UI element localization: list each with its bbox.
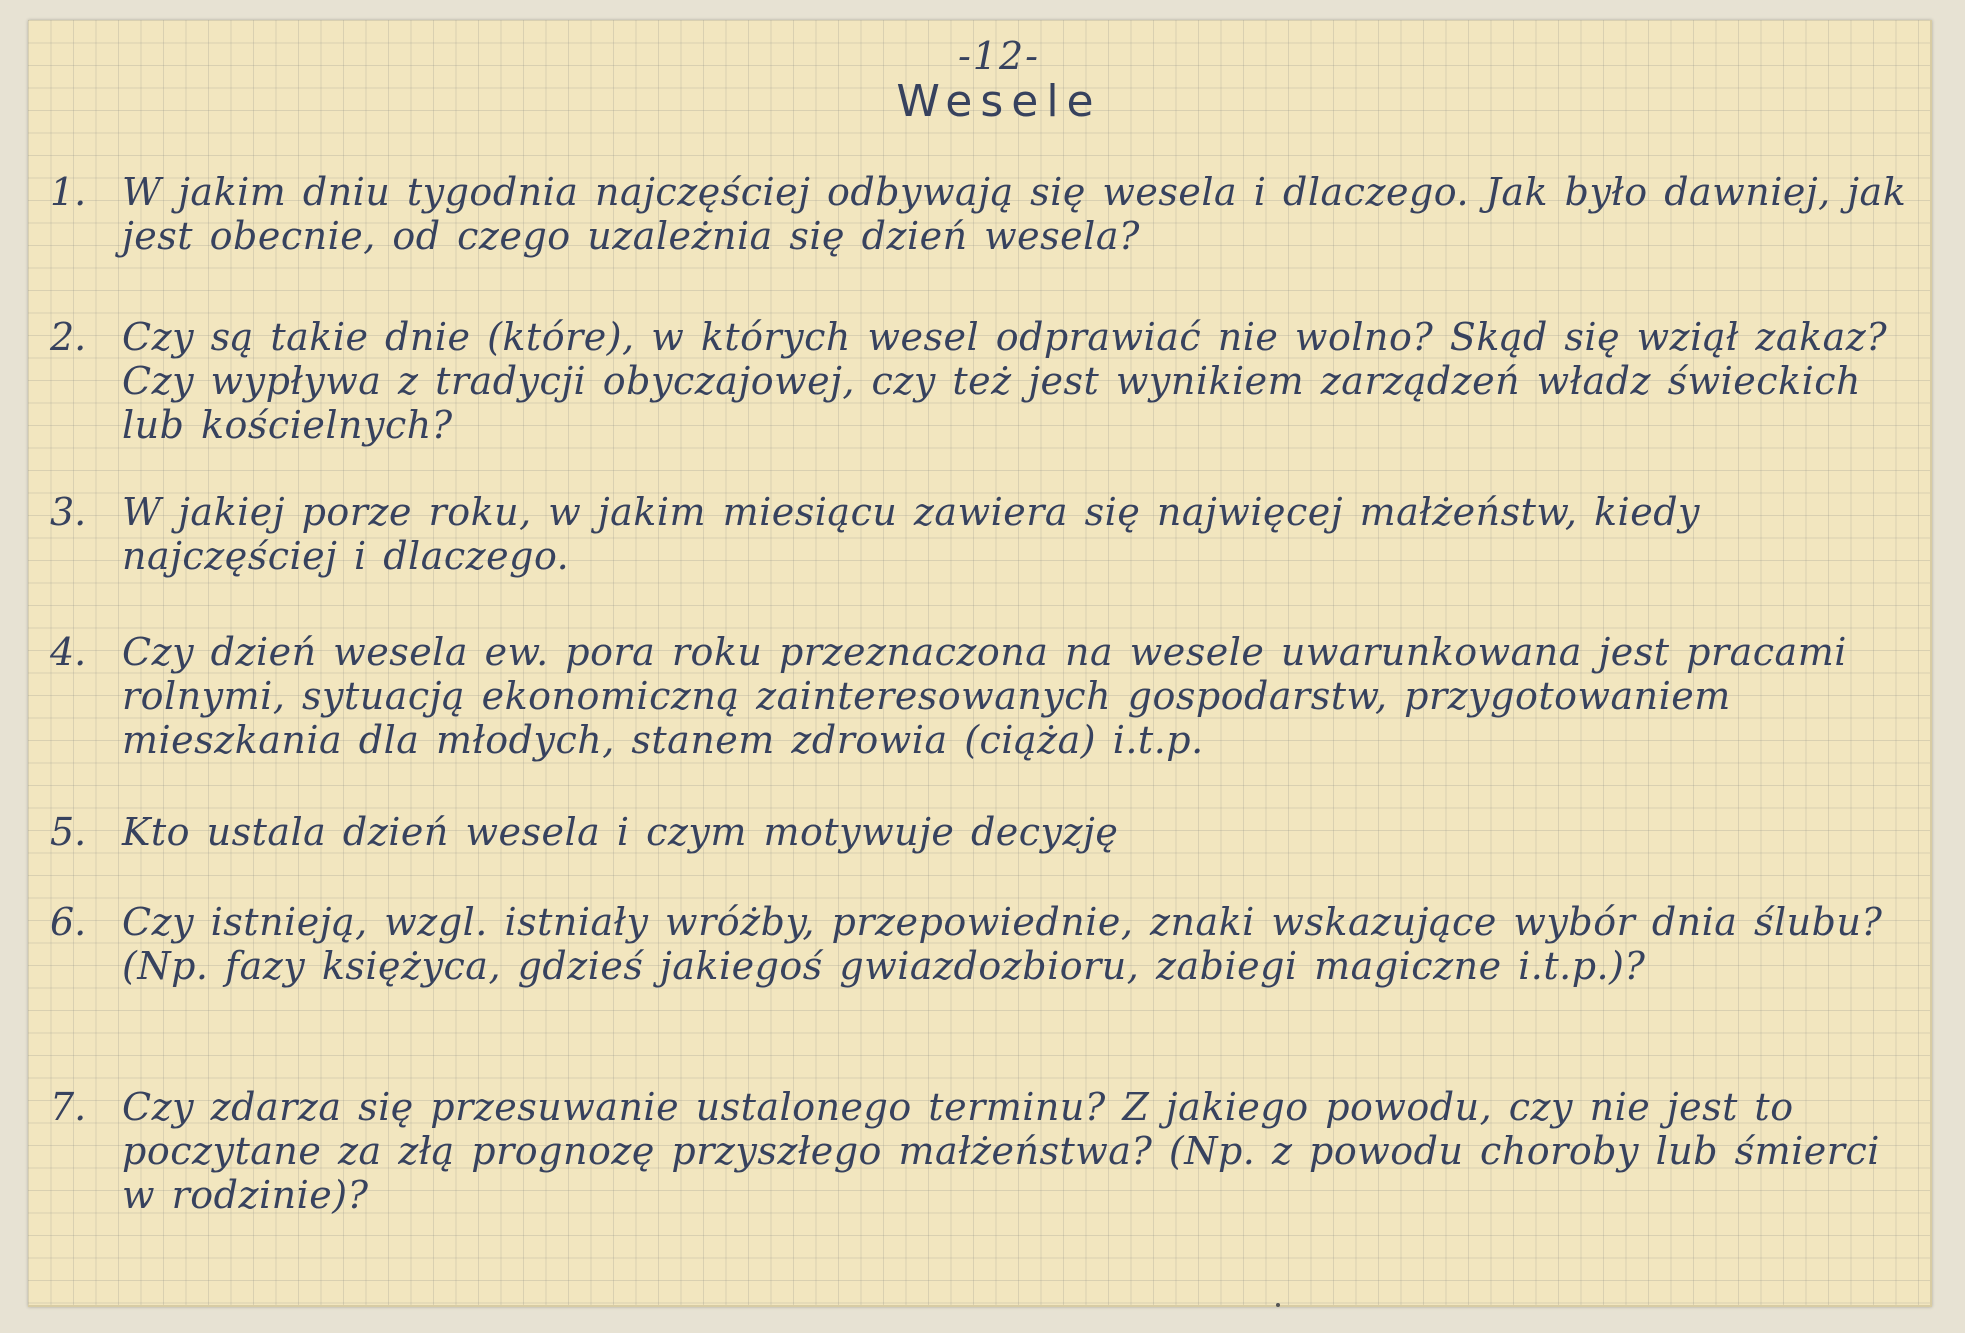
question-item <box>50 315 1910 447</box>
question-number: 6. <box>50 900 87 944</box>
question-item <box>50 630 1910 762</box>
question-text: Czy są takie dnie (które), w których wesel odprawiać nie wolno? Skąd się wziął zakaz? Czy wypływa z tradycji obyczajowej, czy też jest wynikiem zarządzeń władz świeckich lub kościelnych? <box>122 315 1888 447</box>
question-number: 5. <box>50 810 87 854</box>
question-number: 1. <box>50 170 87 214</box>
question-text: W jakiej porze roku, w jakim miesiącu zawiera się najwięcej małżeństw, kiedy najczęściej i dlaczego. <box>122 490 1700 578</box>
question-number: 2. <box>50 315 87 359</box>
page-number: -12- <box>957 34 1041 78</box>
question-number: 3. <box>50 490 87 534</box>
question-text: Czy istnieją, wzgl. istniały wróżby, przepowiednie, znaki wskazujące wybór dnia ślubu? (Np. fazy księżyca, gdzieś jakiegoś gwiazdozbioru, zabiegi magiczne i.t.p.)? <box>122 900 1883 988</box>
question-item <box>50 170 1910 258</box>
question-text: Czy dzień wesela ew. pora roku przeznaczona na wesele uwarunkowana jest pracami rolnymi, sytuacją ekonomiczną zainteresowanych gospodarstw, przygotowaniem mieszkania dla młodych, stanem zdrowia (ciąża) i.t.p. <box>122 630 1847 762</box>
questionnaire-card <box>28 20 1932 1307</box>
page-title: Wesele <box>896 76 1102 127</box>
question-item <box>50 900 1910 988</box>
question-text: W jakim dniu tygodnia najczęściej odbywają się wesela i dlaczego. Jak było dawniej, jak jest obecnie, od czego uzależnia się dzień wesela? <box>122 170 1907 258</box>
question-number: 7. <box>50 1085 87 1129</box>
question-number: 4. <box>50 630 87 674</box>
question-item <box>50 490 1910 578</box>
question-text: Kto ustala dzień wesela i czym motywuje decyzję <box>122 810 1119 854</box>
question-item <box>50 1085 1910 1217</box>
ink-dot <box>1276 1303 1280 1307</box>
question-text: Czy zdarza się przesuwanie ustalonego terminu? Z jakiego powodu, czy nie jest to poczytane za złą prognozę przyszłego małżeństwa? (Np. z powodu choroby lub śmierci w rodzinie)? <box>122 1085 1880 1217</box>
question-item <box>50 810 1910 854</box>
